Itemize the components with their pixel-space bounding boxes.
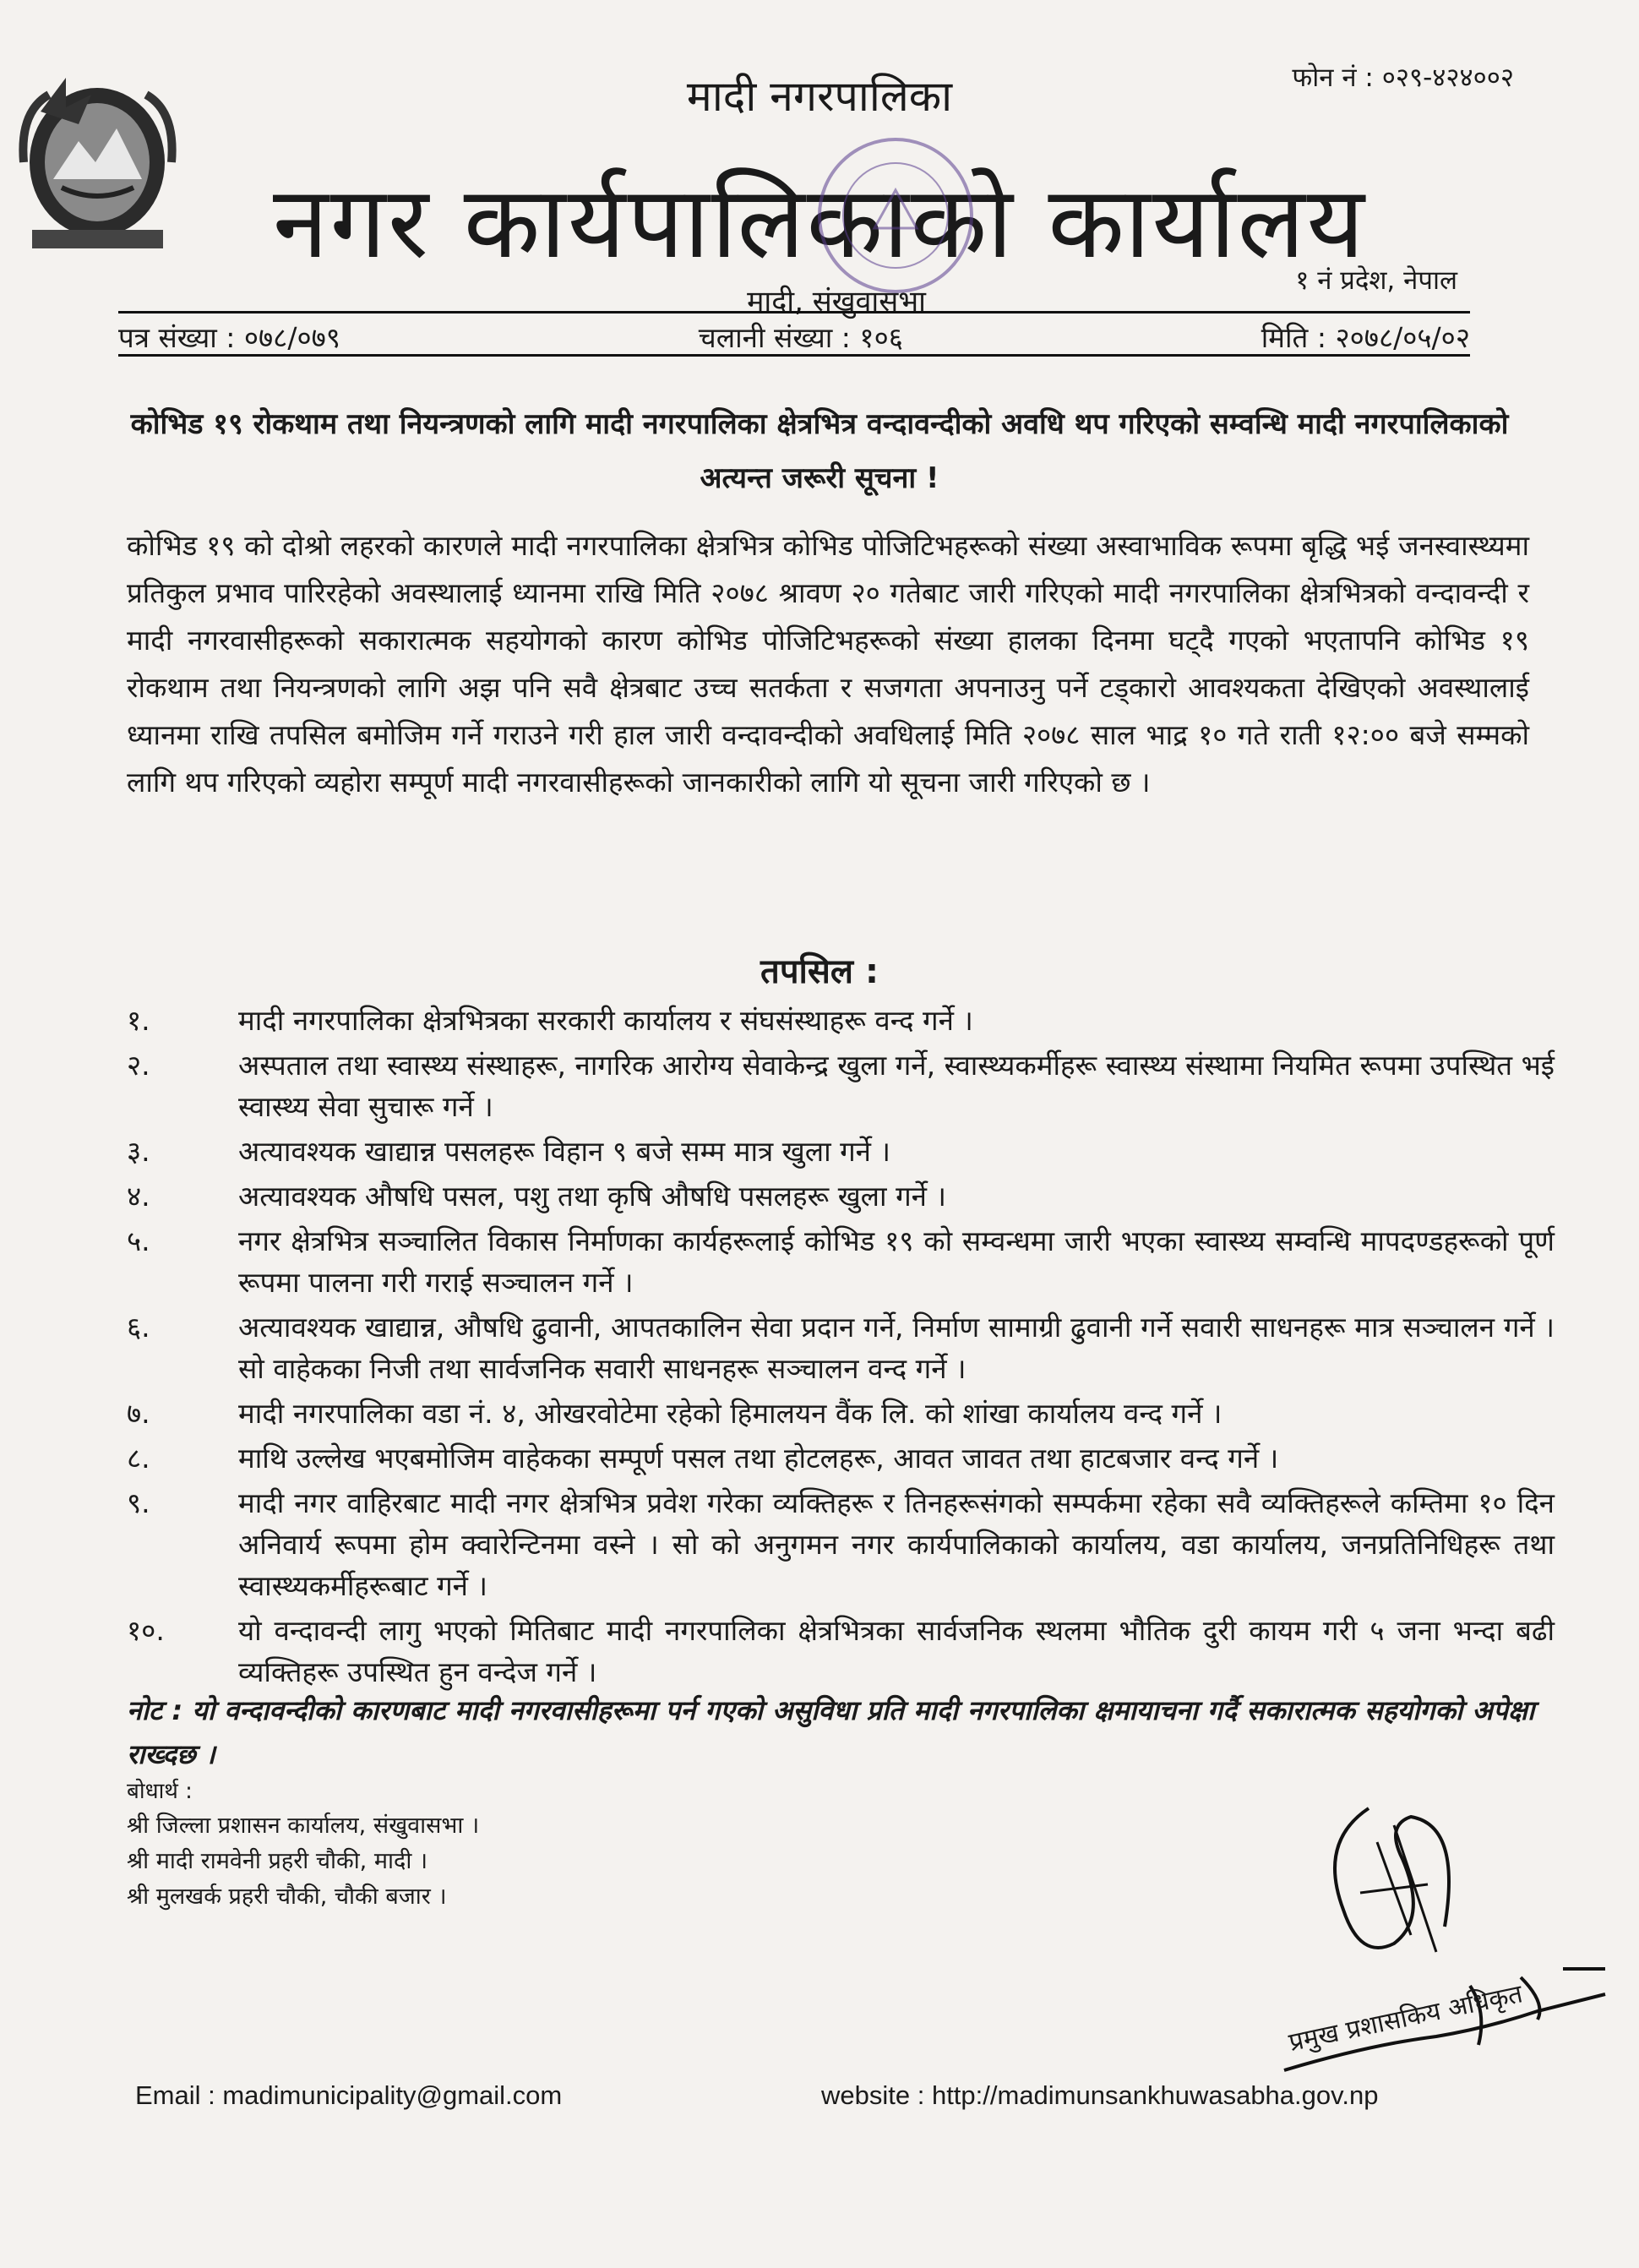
dispatch-number: चलानी संख्या : १०६	[698, 321, 903, 354]
reference-row	[118, 318, 1470, 352]
signatory-title: प्रमुख प्रशासकिय अधिकृत	[1286, 1979, 1526, 2058]
apology-note: नोट : यो वन्दावन्दीको कारणबाट मादी नगरवासीहरूमा पर्न गएको असुविधा प्रति मादी नगरपालिका क्षमायाचना गर्दै सकारात्मक सहयोगको अपेक्षा राख्दछ ।	[127, 1694, 1535, 1770]
header-divider-top	[118, 311, 1470, 313]
list-item: ६. अत्यावश्यक खाद्यान्न, औषधि ढुवानी, आपतकालिन सेवा प्रदान गर्ने, निर्माण सामाग्री ढुवानी गर्ने सवारी साधनहरू मात्र सञ्चालन गर्ने । सो वाहेकका निजी तथा सार्वजनिक सवारी साधनहरू सञ्चालन वन्द गर्ने ।	[127, 1311, 1555, 1385]
list-item: १०. यो वन्दावन्दी लागु भएको मितिबाट मादी नगरपालिका क्षेत्रभित्रका सार्वजनिक स्थलमा भौतिक दुरी कायम गरी ५ जना भन्दा बढी व्यक्तिहरू उपस्थित हुन वन्देज गर्ने ।	[127, 1614, 1555, 1688]
letter-number: पत्र संख्या : ०७८/०७९	[118, 321, 340, 354]
phone-number: फोन नं : ०२९-४२४००२	[1292, 63, 1514, 93]
cc-recipient: श्री जिल्ला प्रशासन कार्यालय, संखुवासभा ।	[127, 1813, 480, 1839]
schedule-list	[127, 1000, 1555, 1696]
notice-headline: कोभिड १९ रोकथाम तथा नियन्त्रणको लागि मादी नगरपालिका क्षेत्रभित्र वन्दावन्दीको अवधि थप गरिएको सम्वन्धि मादी नगरपालिकाको अत्यन्त जरूरी सूचना !	[130, 407, 1509, 495]
schedule-title: तपसिल :	[760, 952, 879, 991]
footer-website: website : http://madimunsankhuwasabha.gov.np	[821, 2080, 1379, 2110]
cc-list	[127, 1808, 479, 1915]
list-item: ९. मादी नगर वाहिरबाट मादी नगर क्षेत्रभित्र प्रवेश गरेका व्यक्तिहरू र तिनहरूसंगको सम्पर्कमा रहेका सवै व्यक्तिहरूले कम्तिमा १० दिन अनिवार्य रूपमा होम क्वारेन्टिनमा वस्ने । सो को अनुगमन नगर कार्यपालिकाको कार्यालय, वडा कार्यालय, जनप्रतिनिधिहरू तथा स्वास्थ्यकर्मीहरूबाट गर्ने ।	[127, 1486, 1555, 1602]
letter-date: मिति : २०७८/०५/०२	[1261, 321, 1470, 354]
office-address: मादी, संखुवासभा	[747, 285, 926, 319]
list-item: ५. नगर क्षेत्रभित्र सञ्चालित विकास निर्माणका कार्यहरूलाई कोभिड १९ को सम्वन्धमा जारी भएका स्वास्थ्य सम्वन्धि मापदण्डहरूको पूर्ण रूपमा पालना गरी गराई सञ्चालन गर्ने ।	[127, 1224, 1555, 1299]
cc-recipient: श्री मुलखर्क प्रहरी चौकी, चौकी बजार ।	[127, 1884, 447, 1910]
province: १ नं प्रदेश, नेपाल	[1295, 265, 1457, 296]
cc-recipient: श्री मादी रामवेनी प्रहरी चौकी, मादी ।	[127, 1848, 428, 1874]
cc-label: बोधार्थ :	[127, 1779, 193, 1804]
list-item: ३. अत्यावश्यक खाद्यान्न पसलहरू विहान ९ बजे सम्म मात्र खुला गर्ने ।	[127, 1135, 890, 1168]
list-item: १. मादी नगरपालिका क्षेत्रभित्रका सरकारी कार्यालय र संघसंस्थाहरू वन्द गर्ने ।	[127, 1004, 973, 1037]
municipality-name: मादी नगरपालिका	[686, 72, 953, 121]
office-stamp-icon	[811, 131, 980, 300]
footer-email: Email : madimunicipality@gmail.com	[135, 2080, 563, 2110]
list-item: ४. अत्यावश्यक औषधि पसल, पशु तथा कृषि औषधि पसलहरू खुला गर्ने ।	[127, 1180, 946, 1213]
list-item: ८. माथि उल्लेख भएबमोजिम वाहेकका सम्पूर्ण पसल तथा होटलहरू, आवत जावत तथा हाटबजार वन्द गर्ने ।	[127, 1442, 1279, 1475]
list-item: ७. मादी नगरपालिका वडा नं. ४, ओखरवोटेमा रहेको हिमालयन वैंक लि. को शांखा कार्यालय वन्द गर्ने ।	[127, 1397, 1222, 1430]
header-divider-bottom	[118, 354, 1470, 357]
notice-intro-paragraph: कोभिड १९ को दोश्रो लहरको कारणले मादी नगरपालिका क्षेत्रभित्र कोभिड पोजिटिभहरूको संख्या अस्वाभाविक रूपमा बृद्धि भई जनस्वास्थ्यमा प्रतिकुल प्रभाव पारिरहेको अवस्थालाई ध्यानमा राखि मिति २०७८ श्रावण २० गतेबाट जारी गरिएको मादी नगरपालिका क्षेत्रभित्रको वन्दावन्दी र मादी नगरवासीहरूको सकारात्मक सहयोगको कारण कोभिड पोजिटिभहरूको संख्या हालका दिनमा घट्दै गएको भएतापनि कोभिड १९ रोकथाम तथा नियन्त्रणको लागि अझ पनि सवै क्षेत्रबाट उच्च सतर्कता र सजगता अपनाउनु पर्ने टड्कारो आवश्यकता देखिएको अवस्थालाई ध्यानमा राखि तपसिल बमोजिम गर्ने गराउने गरी हाल जारी वन्दावन्दीको अवधिलाई मिति २०७८ साल भाद्र १० गते राती १२:०० बजे सम्मको लागि थप गरिएको व्यहोरा सम्पूर्ण मादी नगरवासीहरूको जानकारीको लागि यो सूचना जारी गरिएको छ ।	[127, 529, 1529, 799]
office-title: नगर कार्यपालिकाको कार्यालय	[273, 164, 1366, 281]
signature-icon	[1267, 1791, 1622, 2172]
list-item: २. अस्पताल तथा स्वास्थ्य संस्थाहरू, नागरिक आरोग्य सेवाकेन्द्र खुला गर्ने, स्वास्थ्यकर्मीहरू स्वास्थ्य संस्थामा नियमित रूपमा उपस्थित भई स्वास्थ्य सेवा सुचारू गर्ने ।	[127, 1049, 1555, 1123]
